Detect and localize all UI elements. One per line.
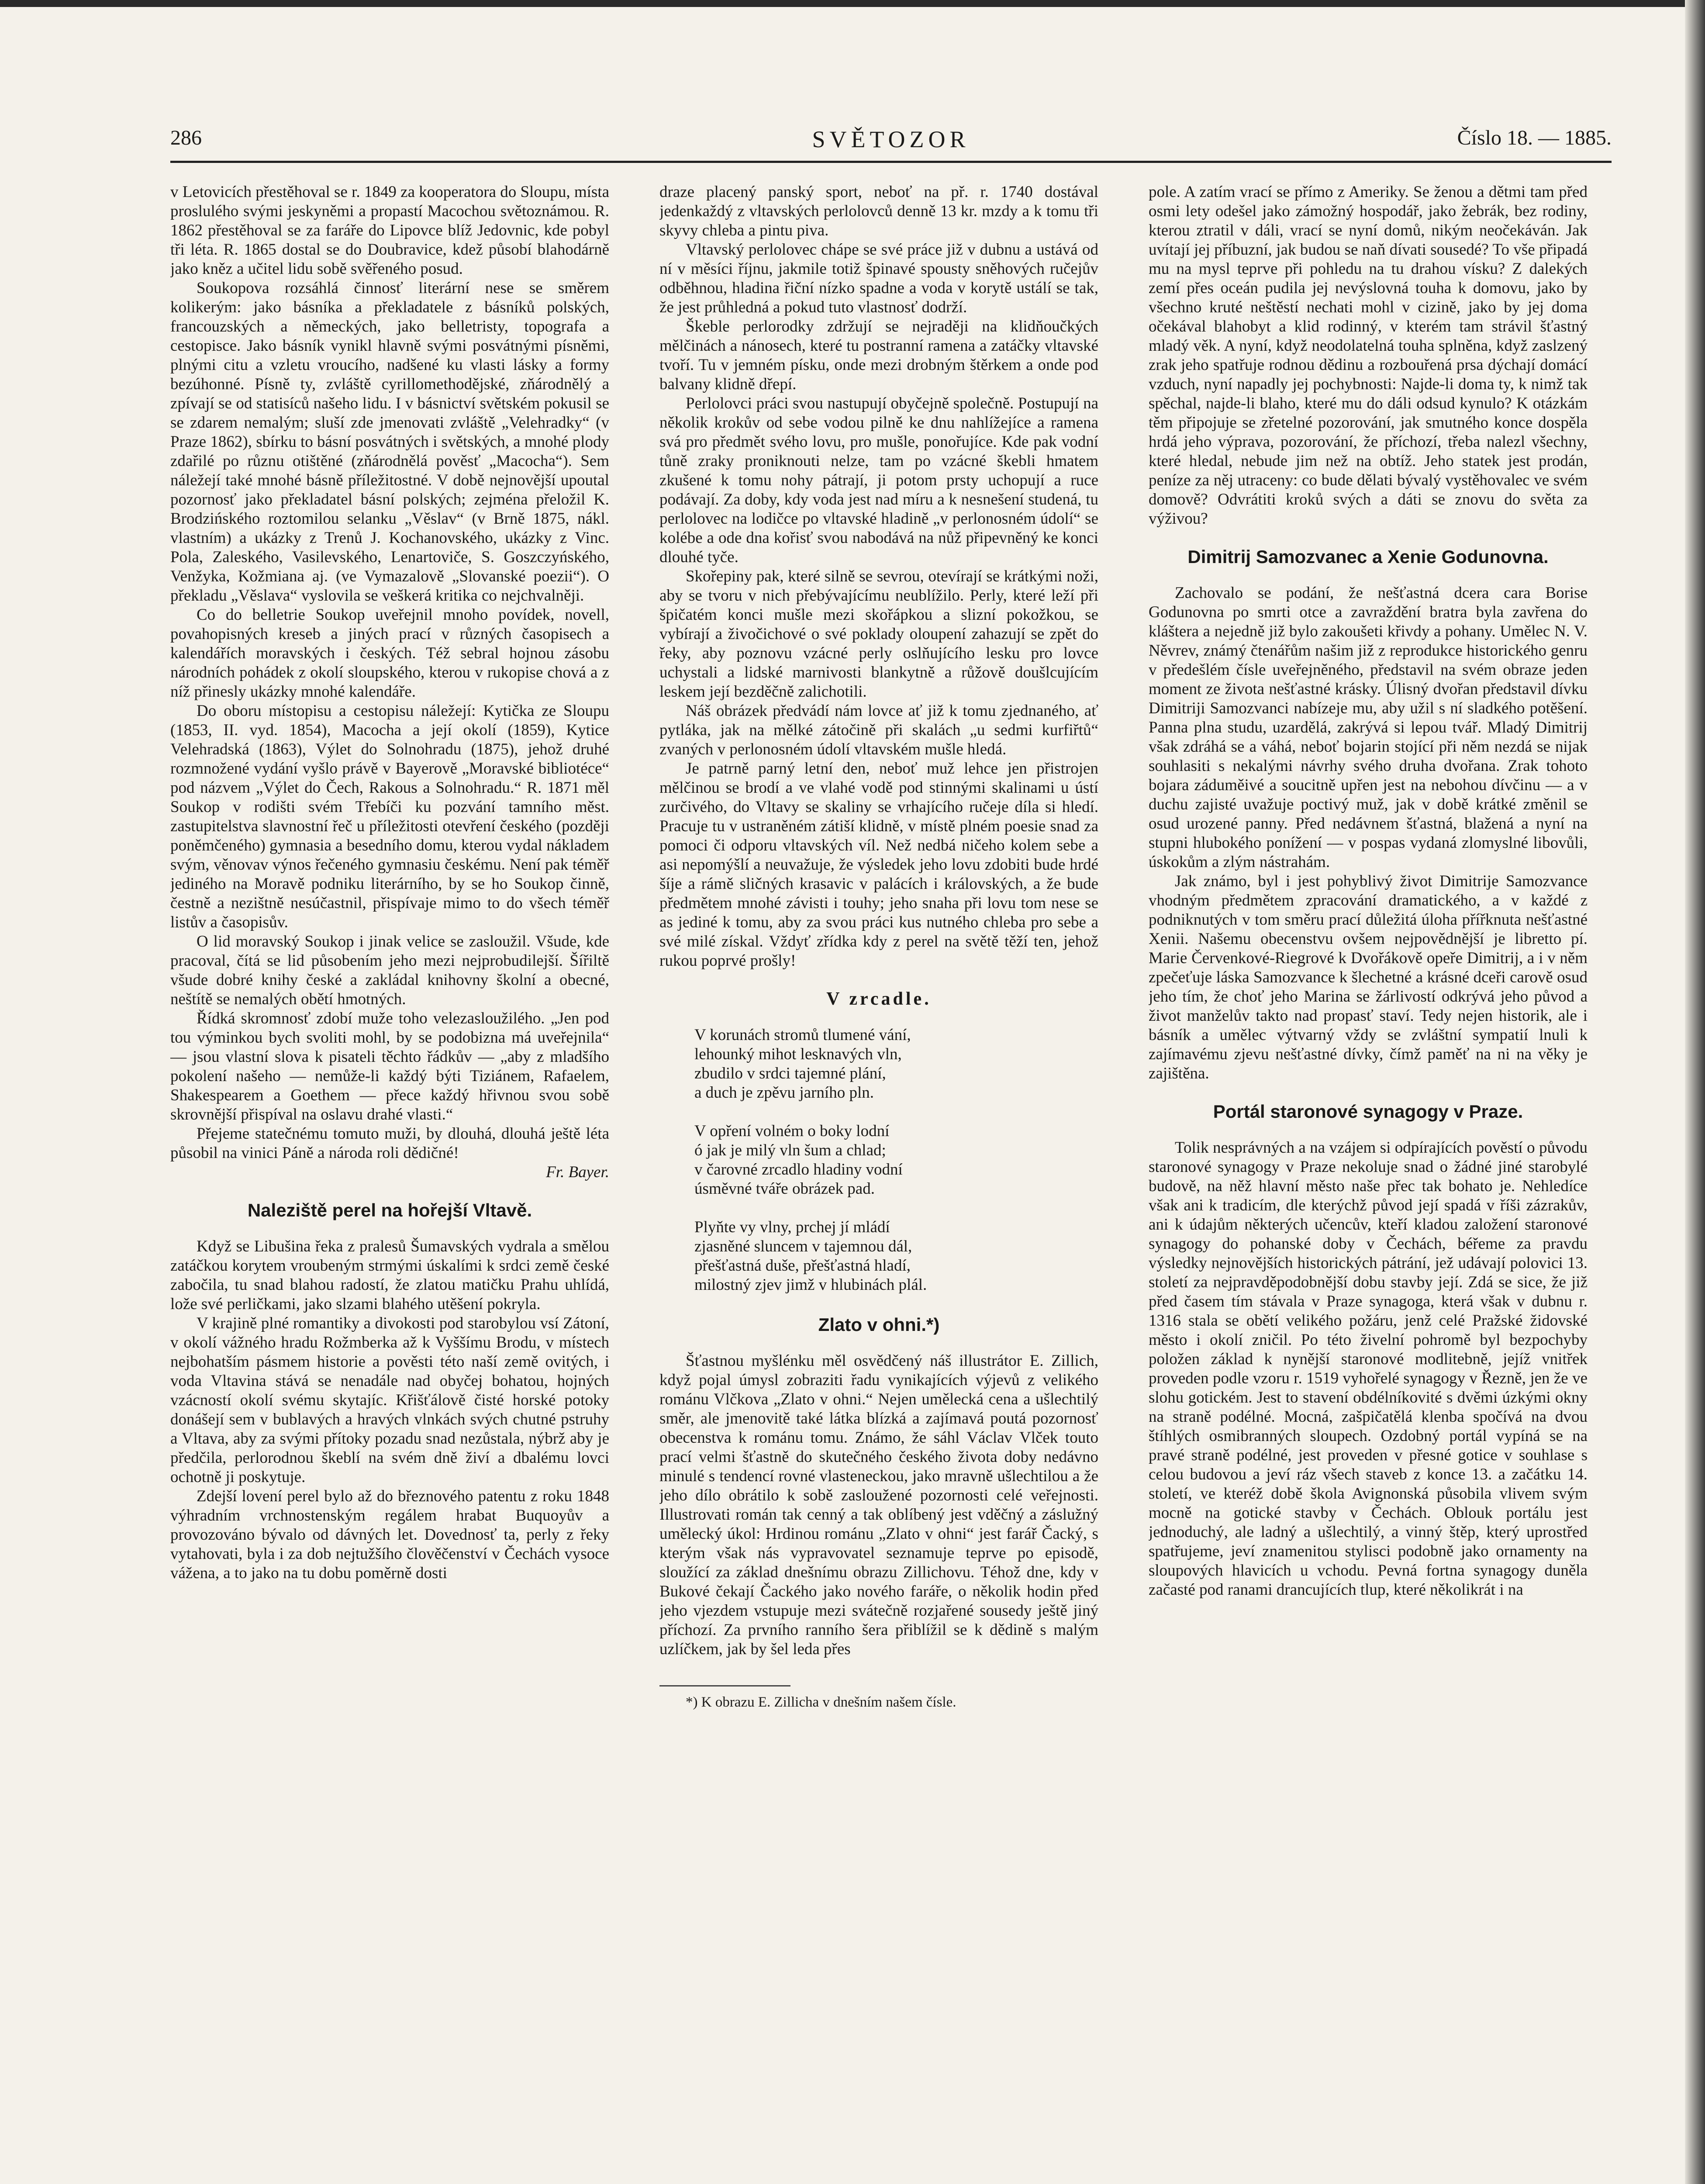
footnote: *) K obrazu E. Zillicha v dnešním našem čísle. [686,1694,956,1710]
article-heading-perly: Naleziště perel na hořejší Vltavě. [247,1200,532,1220]
magazine-page [170,117,1612,2184]
poem-stanza [694,1122,1098,1199]
poem-line: Plyňte vy vlny, prchej jí mládí [694,1218,890,1236]
paragraph: Co do belletrie Soukop uveřejnil mnoho povídek, novell, povahopisných kreseb a jiných prací v různých časopisech a kalendářích moravských i českých. Též sebral hojnou zásobu národních pohádek z okolí sloupského, kterou v rukopise chová a z níž přinesly ukázky mnohé kalendáře. [170,606,609,701]
paragraph: O lid moravský Soukop i jinak velice se zasloužil. Všude, kde pracoval, čítá se lid působením jeho mezi nejprobudilejší. Šířiltě všude dobré knihy české a zakládal knihovny školní a obecné, neštítě se nemalých obětí hmotných. [170,933,609,1008]
paragraph: Soukopova rozsáhlá činnosť literární nese se směrem kolikerým: jako básníka a překladatele z básníků polských, francouzských a německých, jako belletristy, topografa a cestopisce. Jako básník vynikl hlavně svými posvátnými písněmi, plnými citu a vzletu vroucího, nadšené ku vlasti lásky a formy bezúhonné. Písně ty, zvláště cyrillomethodějské, zňárodnělý a zpívají se od statisíců našeho lidu. I v básnictví světském pokusil se se zdarem nemalým; sluší zde jmenovati zvláště „Velehradky“ (v Praze 1862), sbírku to básní posvátných i světských, a mnohé plody zdařilé po různu otištěné (zňárodnělá pověsť „Macocha“). Sem náležejí také mnohé básně příležitostné. V době nejnovější upoutal pozornosť jako překladatel básní polských; zejména přeložil K. Brodzińského roztomilou selanku „Věslav“ (v Brně 1875, nákl. vlastním) a ukázky z Trenů J. Kochanovského, ukázky z Vinc. Pola, Zaleského, Vasilevského, Lenartoviče, S. Goszczyńského, Venžyka, Kožmiana aj. (ve Vymazalově „Slovanské poezii“). O překladu „Věslava“ vyslovila se veškerá kritika co nejchvalněji. [170,279,609,605]
paragraph: Řídká skromnosť zdobí muže toho velezasloužilého. „Jen pod tou výminkou bych svoliti mohl, by se podobizna má uveřejnila“ — jsou vlastní slova k pisateli těchto řádkův — „aby z mladšího pokolení našeho — nemůže-li každý býti Tiziánem, Rafaelem, Shakespearem a Goethem — přece každý hřivnou svou sobě skrovnější přispíval na oslavu drahé vlasti.“ [170,1009,609,1123]
paragraph: Perlolovci práci svou nastupují obyčejně společně. Postupují na několik krokův od sebe vodou pilně ke dnu nahlížejíce a ramena svá pro předmět svého lovu, pro mušle, ponořujíce. Kde pak vodní tůně zraky proniknouti nelze, tam po vzácné škebli hmatem zkušené k tomu nohy pátrají, ji potom prsty uchopují a ruce podávají. Za doby, kdy voda jest nad míru a k nesnešení studená, tu perlolovec na lodičce po vltavské hladině „v perlonosném údolí“ se kolébe a ode dna kořisť svou nabodává na nůž připevněný ke konci dlouhé tyče. [659,394,1098,566]
column-2 [659,183,1098,2184]
paragraph: Škeble perlorodky zdržují se nejraději na klidňoučkých mělčinách a nánosech, které tu postranní ramena a zatáčky vltavské tvoří. Tu v jemném písku, onde mezi drobným štěrkem a onde pod balvany klidně dřepí. [659,318,1098,393]
issue-label: Číslo 18. — 1885. [1457,126,1612,149]
scan-right-edge [1685,0,1705,2184]
poem [694,1026,1098,1295]
paragraph: Jak známo, byl i jest pohyblivý život Dimitrije Samozvance vhodným předmětem zpracování dramatického, a v každé z podniknutých v tom směru prací důležitá úloha přířknuta nešťastné Xenii. Našemu obecenstvu ovšem nejpovědnější je libretto pí. Marie Červenkové-Riegrové k Dvořákově opeře Dimitrij, a i v něm zpečeťuje láska Samozvance k šlechetné a krásné dceři carově osud jeho tím, že choť jeho Marina se žárlivostí odkrývá jeho původ a život manželův takto nad propasť staví. Tedy nejen historik, ale i básník a umělec výtvarný vždy se zvláštní sympatií lnuli k zajímavému zjevu nešťastné dívky, čímž paměť na ni na věky je zajištěna. [1149,872,1588,1082]
poem-line: úsměvné tváře obrázek pad. [694,1180,875,1198]
poem-line: zbudilo v srdci tajemné plání, [694,1064,886,1082]
poem-line: V korunách stromů tlumené vání, [694,1026,911,1044]
scan-top-edge [0,0,1705,7]
paragraph: Když se Libušina řeka z pralesů Šumavských vydrala a smělou zatáčkou korytem vroubeným strmými úskalími k srdci země české zabočila, tu snad blahou radostí, že zlatou matičku Prahu uhlídá, lože své perličkami, jako slzami blahého utěšení pokryla. [170,1237,609,1313]
paragraph: Vltavský perlolovec chápe se své práce již v dubnu a ustává od ní v měsíci říjnu, jakmile totiž špinavé spousty sněhových ručejův odběhnou, hladina řiční nízko spadne a voda v korytě ustálí se tak, že jest průhledná a pokud tuto vlastnosť dodrží. [659,241,1098,316]
paragraph: draze placený panský sport, neboť na př. r. 1740 dostával jedenkaždý z vltavských perlolovců denně 13 kr. mzdy a k tomu tři skyvy chleba a pintu piva. [659,183,1098,239]
paragraph: Náš obrázek předvádí nám lovce ať již k tomu zjednaného, ať pytláka, jak na mělké zátočině při skalách „u sedmi kurfiřtů“ zvaných v perlonosném údolí vltavském mušle hledá. [659,702,1098,758]
paragraph: Zdejší lovení perel bylo až do březnového patentu z roku 1848 výhradním vrchnostenským regálem hrabat Buquoyův a provozováno bývalo od dávných let. Dovednosť ta, perly z řeky vytahovati, byla i za dob nejtužšího člověčenství v Čechách vysoce vážena, a to jako na tu dobu poměrně dosti [170,1487,609,1582]
paragraph: V krajině plné romantiky a divokosti pod starobylou vsí Zátoní, v okolí vážného hradu Rožmberka až k Vyššímu Brodu, v místech nejbohatším pásmem historie a pověsti této naší země ovitých, i voda Vltavina stává se nenadále nad obyčej bohatou, hojných vzácností okolí svému skytajíc. Křišťálově čisté horské potoky donášejí sem v bublavých a hravých vlnkách svých chutné pstruhy a Vltava, aby za svými přítoky pozadu snad nezůstala, nýbrž aby je předčila, perlorodnou škeblí na svém dně živí a dbalému lovci ochotně ji poskytuje. [170,1314,609,1486]
footnote-rule [659,1685,790,1686]
magazine-title: SVĚTOZOR [812,126,970,152]
article-heading-portal: Portál staronové synagogy v Praze. [1213,1101,1523,1122]
running-head [170,126,1612,161]
paragraph: Je patrně parný letní den, neboť muž lehce jen přistrojen mělčinou se brodí a ve vlahé vodě pod stinnými skalinami u ústí zurčivého, do Vltavy se skaliny se vrhajícího ručeje díla si hledí. Pracuje tu v ustraněném zátiší klidně, v místě plném poesie snad za pomoci či odporu vltavských víl. Než nedbá ničeho kolem sebe a asi nepomýšlí a neuvažuje, že výsledek jeho lovu zdobiti bude hrdé šíje a rámě sličných krasavic v palácích i královských, a že bude předmětem mnohé závisti i touhy; jeho snaha při lovu tom nese se as jediné k tomu, aby za svou práci kus nutného chleba pro sebe a své milé získal. Vždyť zřídka kdy z perel na světě těží ten, jehož rukou poprvé prošly! [659,760,1098,970]
article-heading-zlato: Zlato v ohni.*) [818,1314,940,1335]
paragraph: pole. A zatím vrací se přímo z Ameriky. Se ženou a dětmi tam před osmi lety odešel jako zámožný hospodář, jako žebrák, bez rodiny, kterou ztratil v dáli, vrací se nyní domů, nikým neočekáván. Jak uvítají jej příbuzní, jak budou se naň dívati sousedé? To vše připadá mu na mysl teprve při pohledu na tu drahou vísku? Z dalekých zemí přes oceán pudila jej nevýslovná touha k domovu, jako by všechno kruté neštěstí nechati mohl v cizině, jako by jej doma očekával blahobyt a klid rodinný, v kterém tam strávil šťastný mladý věk. A nyní, když neodolatelná touha splněna, když zaslzený zrak jeho spatřuje rodnou dědinu a rozbouřená prsa dýchají domácí vzduch, nyní napadly jej pochybnosti: Najde-li doma ty, k nimž tak spěchal, najde-li blaho, které mu do dáli odsud kynulo? K otázkám těm připojuje se zřetelné pozorování, jak smutného konce dospěla hrdá jeho výprava, pozorování, že příchozí, třeba nalezl všechny, které hledal, nebude jim než na obtíž. Jeho statek jest prodán, peníze za něj utraceny: co bude dělati bývalý vystěhovalec ve svém domově? Odvrátiti kroků svých a dáti se znovu do světa za výživou? [1149,183,1588,528]
paragraph: v Letovicích přestěhoval se r. 1849 za kooperatora do Sloupu, místa proslulého svými jeskyněmi a propastí Macochou světoznámou. R. 1862 přestěhoval se za faráře do Lipovce blíž Jedovnic, kde pobyl tři léta. R. 1865 dostal se do Doubravice, kdež působí blahodárně jako kněz a učitel lidu sobě svěřeného posud. [170,183,609,278]
paragraph: Přejeme statečnému tomuto muži, by dlouhá, dlouhá ještě léta působil na vinici Páně a národa roli dědičné! [170,1125,609,1162]
poem-title: V zrcadle. [826,989,932,1009]
poem-line: milostný zjev jimž v hlubinách plál. [694,1276,927,1294]
paragraph: Tolik nesprávných a na vzájem si odpírajících pověstí o původu staronové synagogy v Praze nekoluje snad o žádné jiné starobylé budově, na něž hlavní město naše přec tak bohato je. Nehledíce však ani k tradicím, dle kterýchž původ její spadá v říši zázrakův, ani k údajům některých učencův, kteří kladou založení staronové synagogy do pohanské doby v Čechách, béřeme za pravdu výsledky nejnovějších historických pátrání, jež udávají polovici 13. století za nejpravděpodobnější dobu stavby její. Zdá se sice, že již před časem tím stávala v Praze synagoga, která však v dubnu r. 1316 stala se obětí velikého požáru, jenž celé Pražské židovské město i okolí zničil. Po této živelní pohromě byl bezpochyby položen základ k nynější staronové modlitebně, jejíž vnitřek proveden podle vzoru r. 1519 vyhořelé synagogy v Řezně, jen že ve slohu gotickém. Jest to stavení obdélníkovité s dvěmi úzkými okny na straně podélné. Mocná, zašpičatělá klenba spočívá na dvou štíhlých osmibranných sloupech. Ozdobný portál vypíná se na pravé straně podélné, jest proveden v přesné gotice v souhlase s celou budovou a jeví ráz všech staveb z konce 13. a začátku 14. století, ve kteréž době škola Avignonská působila vlivem svým mocně na gotické stavby v Čechách. Oblouk portálu jest jednoduchý, ale ladný a ušlechtilý, a vinný štěp, který uprostřed spatřujeme, jeví znamenitou stylisci podobně jako ornamenty na sloupových hlavicích u vchodu. Pevná fortna synagogy duněla začasté pod ranami drancujících tlup, které několikrát i na [1149,1139,1588,1599]
poem-line: v čarovné zrcadlo hladiny vodní [694,1161,903,1178]
column-1 [170,183,609,2184]
poem-line: ó jak je milý vln šum a chlad; [694,1141,886,1159]
poem-line: a duch je zpěvu jarního pln. [694,1084,874,1102]
paragraph: Skořepiny pak, které silně se sevrou, otevírají se krátkými noži, aby se tvoru v nich přebývajícímu neublížilo. Perly, které leží při špičatém konci mušle mezi skořápkou a slizní pokožkou, se vybírají a živočichové o své poklady oloupení zahazují se zpět do řeky, aby poznovu vzácné perly oslňujícího lesku pro lovce uchystali a lidské marnivosti blankytně a růžově doušlcujícím leskem její bezděčně zalichotili. [659,567,1098,701]
header-rule [170,161,1612,163]
poem-stanza [694,1218,1098,1295]
paragraph: Šťastnou myšlénku měl osvědčený náš illustrátor E. Zillich, když pojal úmysl zobraziti řadu vynikajících výjevů z velikého románu Vlčkova „Zlato v ohni.“ Nejen umělecká cena a ušlechtilý směr, ale jmenovitě také látka blízká a zajímavá poutá pozornosť obecenstva k románu tomu. Známo, že sáhl Václav Vlček touto prací velmi šťastně do skutečného českého života doby nedávno minulé s tendencí rovné vlasteneckou, jako mravně ušlechtilou a že jeho dílo obrátilo k sobě zasloužené pozornosti celé veřejnosti. Illustrovati román tak cenný a tak oblíbený jest vděčný a záslužný umělecký úkol: Hrdinou románu „Zlato v ohni“ jest farář Čacký, s kterým však nás vypravovatel seznamuje teprve po episodě, sloužící za základ dnešnímu obrazu Zillichovu. Téhož dne, kdy v Bukové čekají Čackého jako nového faráře, o několik hodin před jeho vjezdem vstupuje mezi svátečně rozjařené sousedy ještě jiný příchozí. Za prvního ranního šera přiblížil se k dědině s malým uzlíčkem, jak by šel leda přes [659,1352,1098,1658]
poem-stanza [694,1026,1098,1102]
column-3 [1149,183,1588,2184]
poem-line: V opření volném o boky lodní [694,1122,890,1140]
author-signature: Fr. Bayer. [546,1163,609,1181]
poem-line: přešťastná duše, přešťastná hladí, [694,1257,911,1275]
paragraph: Zachovalo se podání, že nešťastná dcera cara Borise Godunovna po smrti otce a zavraždění bratra byla zavřena do kláštera a nejedně již bylo zakoušeti křivdy a pohany. Umělec N. V. Něvrev, známý čtenářům našim již z reprodukce historického genru v předešlém čísle uveřejněného, představil na svém obraze jeden moment ze života nešťastné krásky. Úlisný dvořan představil dívku Dimitriji Samozvanci nabízeje mu, aby užil s ní sladkého potěšení. Panna plna studu, uzardělá, zakrývá si lepou tvář. Mladý Dimitrij však zdráhá se a váhá, neboť bojarin stojící při něm nezdá se nijak souhlasiti s nekalými návrhy svého druha dvořana. Zrak tohoto bojara záduměivé a soucitně upřen jest na nebohou dívčinu — a v duchu zajisté uvažuje poctivý muž, jak v době krátké změnil se osud urozené panny. Před nedávnem šťastná, blažená a nyní na stupni hlubokého ponížení — v pospas vydaná zlomyslné libovůli, úskokům a zlým nástrahám. [1149,584,1588,871]
poem-line: zjasněné sluncem v tajemnou dál, [694,1237,912,1255]
paragraph: Do oboru místopisu a cestopisu náležejí: Kytička ze Sloupu (1853, II. vyd. 1854), Macocha a její okolí (1859), Kytice Velehradská (1863), Výlet do Solnohradu (1875), jehož druhé rozmnožené vydání vyšlo právě v Bayerově „Moravské bibliotéce“ pod názvem „Výlet do Čech, Rakous a Solnohradu.“ R. 1871 měl Soukop v rodišti svém Třebíči ku pozvání tamního měst. zastupitelstva slavnostní řeč u příležitosti otevření českého (později poněmčeného) gymnasia a besedního domu, kterou vydal nákladem svým, věnovav výnos řečeného gymnasiu českému. Není pak téměř jediného na Moravě podniku literárního, by se ho Soukop činně, čestně a nezištně nesúčastnil, přispívaje mimo to do všech téměř listův a časopisův. [170,702,609,931]
page-number: 286 [170,126,202,149]
article-heading-dimitrij: Dimitrij Samozvanec a Xenie Godunovna. [1187,546,1549,567]
poem-line: lehounký mihot lesknavých vln, [694,1045,902,1063]
